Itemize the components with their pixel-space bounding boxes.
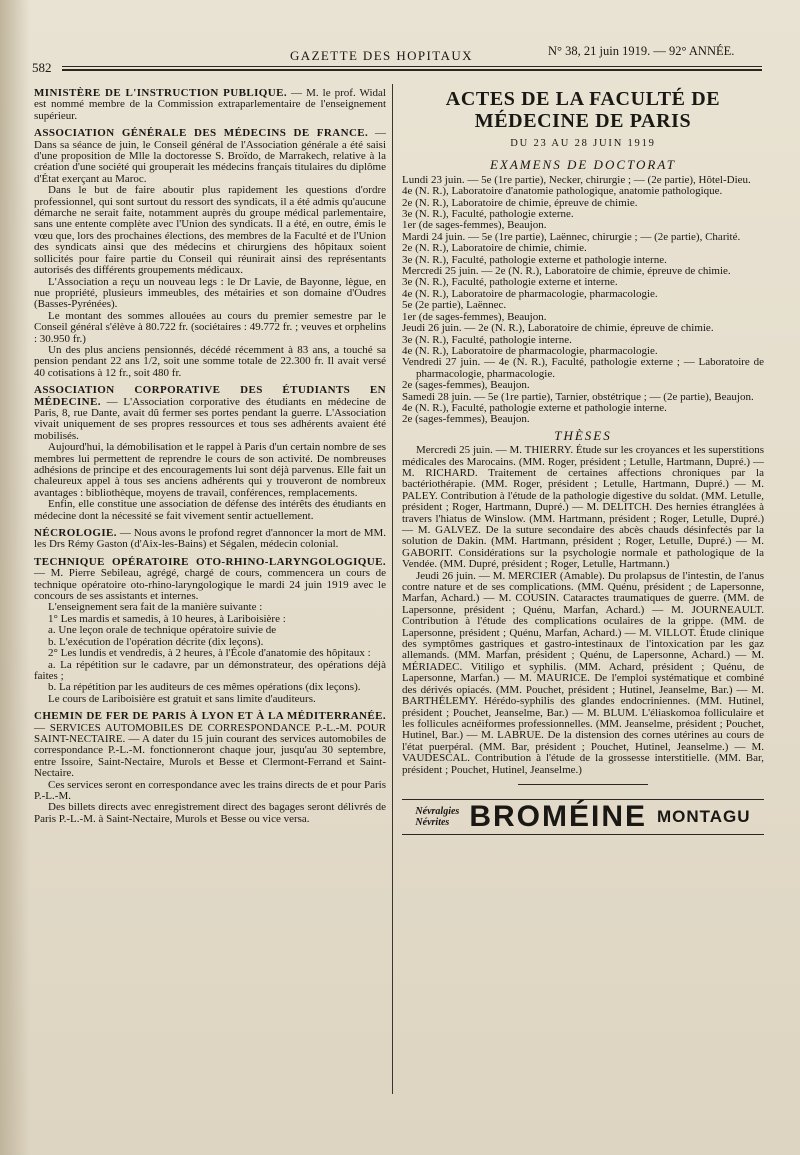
news-item — [34, 385, 386, 442]
news-paragraph — [34, 499, 386, 522]
news-text: Aujourd'hui, la démobilisation et le rappel à Paris d'un certain nombre de ses membres lui permettent de reprendre le cours de son activité. De nombreuses adhésions de principe et des encouragements lui sont déjà parvenus. Elle fait un chaleureux appel à tous ses anciens adhérents qui y trouveront de nombreux avantages : bibliothèque, moyens de travail, conférences, remplacements. — [34, 441, 386, 499]
exam-entry: 1er (de sages-femmes), Beaujon. — [402, 219, 547, 232]
news-heading: ASSOCIATION GÉNÉRALE DES MÉDECINS DE FRANCE. — [34, 127, 369, 140]
faculty-title: ACTES DE LA FACULTÉ DE MÉDECINE DE PARIS — [445, 88, 721, 132]
news-text: Ces services seront en correspondance avec les trains directs de et pour Paris P.-L.-M. — [34, 778, 386, 802]
exam-entry: Jeudi 26 juin. — 2e (N. R.), Laboratoire de chimie, épreuve de chimie. — [402, 322, 714, 335]
ad-lab: MONTAGU — [657, 807, 751, 827]
news-paragraph — [34, 780, 386, 803]
exam-entry: Mardi 24 juin. — 5e (1re partie), Laënnec, chirurgie ; — (2e partie), Charité. — [402, 230, 741, 243]
bromeine-advertisement — [402, 799, 764, 835]
news-heading: TECHNIQUE OPÉRATOIRE OTO-RHINO-LARYNGOLOGIQUE. — [34, 555, 386, 568]
news-item — [34, 711, 386, 779]
theses-heading: THÈSES — [554, 427, 612, 443]
page-number: 582 — [32, 60, 52, 75]
exams-heading: EXAMENS DE DOCTORAT — [489, 157, 677, 173]
news-text: — M. Pierre Sebileau, agrégé, chargé de cours, commencera un cours de technique opératoire oto-rhino-laryngologique le mardi 24 juin 1919 avec le concours de ses assistants et internes. — [34, 567, 386, 603]
exam-entry: 2e (N. R.), Laboratoire de chimie, chimie. — [402, 242, 587, 255]
exam-entry: 3e (N. R.), Faculté, pathologie externe et interne. — [402, 276, 618, 289]
exam-entry: 2e (sages-femmes), Beaujon. — [402, 413, 530, 426]
news-text: Dans le but de faire aboutir plus rapidement les questions d'ordre professionnel, qui sont surtout du ressort des syndicats, il a été admis qu'aucune démarche ne serait faite, notamment auprès du groupe médical parlementaire, sans une entente complète avec l'Union des syndicats. Il a été, en outre, émis le vœu que, lors des prochaines élections, des membres de la Faculté et de l'Union des syndicats ainsi que des médecins et chirurgiens des hôpitaux soient sollicités pour faire partie du Conseil qui réunirait ainsi des représentants autorisés des différents groupements médicaux. — [34, 184, 386, 277]
left-column — [34, 88, 386, 825]
news-text: Enfin, elle constitue une association de défense des intérêts des étudiants en médecine dont la nécessité se fait vivement sentir actuellement. — [34, 498, 386, 522]
news-item — [34, 528, 386, 551]
news-heading: NÉCROLOGIE. — [34, 527, 117, 540]
news-text: — Nous avons le profond regret d'annoncer la mort de MM. les Drs Rémy Gaston (d'Aix-les-Bains) et Ségalen, médecin colonial. — [34, 527, 386, 551]
news-text: — M. le prof. Widal est nommé membre de la Commission extraparlementaire de l'enseignement supérieur. — [34, 87, 386, 122]
news-paragraph — [34, 694, 386, 705]
exam-entry: 3e (N. R.), Faculté, pathologie interne. — [402, 333, 572, 346]
news-text: b. L'exécution de l'opération décrite (dix leçons). — [48, 635, 264, 648]
exam-entry: 3e (N. R.), Faculté, pathologie externe. — [402, 208, 574, 221]
right-column — [402, 88, 764, 835]
ad-line-nevralgies: Névralgies — [415, 805, 460, 817]
separator-rule — [518, 784, 648, 785]
exam-entry: 1er (de sages-femmes), Beaujon. — [402, 310, 547, 323]
exam-entry: Vendredi 27 juin. — 4e (N. R.), Faculté, pathologie externe ; — Laboratoire de pharmacologie, pharmacologie. — [402, 356, 764, 380]
news-item — [34, 88, 386, 122]
thesis-paragraph: Mercredi 25 juin. — M. THIERRY. Étude sur les croyances et les superstitions médicales des Marocains. (MM. Roger, président ; Letulle, Hartmann, Dupré.) — M. RICHARD. Traitement de certaines affections chroniques par la bactériothérapie. (MM. Roger, président ; Letulle, Hartmann, Dupré.) — M. PALEY. Contribution à l'étude de la pathologie digestive du soldat. (MM. Letulle, président ; Roger, Hartmann, Dupré.) — M. DELITCH. Des hernies étranglées à travers l'hiatus de Winslow. (MM. Hartmann, président ; Roger, Letulle, Dupré.) — M. GALVEZ. De la suture secondaire des abcès chauds désinfectés par la solution de Dakin. (MM. Hartmann, président ; Roger, Letulle, Dupré.) — M. GABORIT. Considérations sur la psychologie normale et pathologique de la Vendée. (MM. Dupré, président ; Roger, Letulle, Hartmann.) — [402, 444, 764, 571]
news-text: b. La répétition par les auditeurs de ces mêmes opérations (dix leçons). — [48, 681, 361, 694]
news-item — [34, 557, 386, 603]
exam-entry: 4e (N. R.), Laboratoire d'anatomie pathologique, anatomie pathologique. — [402, 185, 723, 198]
news-paragraph — [34, 802, 386, 825]
news-text: Le montant des sommes allouées au cours du premier semestre par le Conseil général s'élève à 80.722 fr. (sociétaires : 49.772 fr. ; veuves et orphelins : 30.950 fr.) — [34, 309, 386, 345]
theses-list — [402, 445, 764, 776]
news-paragraph — [34, 345, 386, 379]
ad-brand: BROMÉINE — [469, 800, 647, 834]
header-rule-thick — [62, 69, 762, 71]
news-text: — L'Association corporative des étudiants en médecine de Paris, 8, rue Dante, avait dû fermer ses portes pendant la guerre. L'Association vivait uniquement de ses propres ressources et tous ses adhérents avaient été mobilisés. — [34, 395, 386, 442]
news-text: 1° Les mardis et samedis, à 10 heures, à Lariboisière : — [48, 612, 286, 625]
news-paragraph — [34, 311, 386, 345]
news-paragraph — [34, 185, 386, 276]
news-text: a. Une leçon orale de technique opératoire suivie de — [48, 624, 277, 637]
exam-entry: Samedi 28 juin. — 5e (1re partie), Tarnier, obstétrique ; — (2e partie), Beaujon. — [402, 390, 754, 403]
news-text: 2° Les lundis et vendredis, à 2 heures, à l'École d'anatomie des hôpitaux : — [48, 647, 371, 660]
exam-entry: Lundi 23 juin. — 5e (1re partie), Necker, chirurgie ; — (2e partie), Hôtel-Dieu. — [402, 173, 751, 186]
exam-entry: 5e (2e partie), Laënnec. — [402, 299, 507, 312]
exam-entry: Mercredi 25 juin. — 2e (N. R.), Laboratoire de chimie, épreuve de chimie. — [402, 265, 731, 278]
header-rule — [62, 66, 762, 67]
ad-indications — [415, 806, 459, 828]
news-paragraph — [34, 660, 386, 683]
issue-line: N° 38, 21 juin 1919. — 92° ANNÉE. — [548, 44, 735, 58]
ad-line-nevrites: Névrites — [415, 816, 450, 828]
thesis-paragraph: Jeudi 26 juin. — M. MERCIER (Amable). Du prolapsus de l'intestin, de l'anus contre nature et de ses complications. (MM. Quénu, président ; de Lapersonne, Marfan, Achard.) — M. COUSIN. Cataractes traumatiques de guerre. (MM. de Lapersonne, président ; Quénu, Marfan, Achard.) — M. JOURNEAULT. Contribution à l'étude des complications oculaires de la grippe. (MM. de Lapersonne, président ; Quénu, Marfan, Achard.) — M. VILLOT. Étude clinique des symptômes gastriques et gastro-intestinaux de l'intoxication par les gaz allemands. (MM. Marfan, président ; Quénu, de Lapersonne, Achard.) — M. MÉRIADEC. Vitiligo et syphilis. (MM. Achard, président ; Quénu, de Lapersonne, Marfan.) — M. MAURICE. De l'emploi systématique et combiné des dérivés opiacés. (MM. Pouchet, président ; Hutinel, Jeanselme, Bar.) — M. BARTHÉLEMY. Hérédo-syphilis des glandes endocriniennes. (MM. Hutinel, président ; Pouchet, Jeanselme, Bar.) — M. BLUM. L'éliaskomoa folliculaire et les follicules acnéiformes professionnelles. (MM. Jeanselme, président ; Pouchet, Hutinel, Bar.) — M. LABRUE. De la distension des cornes utérines au cours de l'état puerpéral. (MM. Bar, président ; Pouchet, Hutinel, Jeanselme.) — M. VAUDESCAL. Contribution à l'étude de la grossesse interstitielle. (MM. Bar, président ; Pouchet, Hutinel, Jeanselme.) — [402, 569, 764, 776]
column-divider — [392, 84, 393, 1094]
news-heading: MINISTÈRE DE L'INSTRUCTION PUBLIQUE. — [34, 87, 287, 99]
news-text: a. La répétition sur le cadavre, par un démonstrateur, des opérations déjà faites ; — [34, 658, 386, 682]
news-heading: ASSOCIATION CORPORATIVE DES ÉTUDIANTS EN MÉDECINE. — [34, 384, 386, 408]
faculty-dates: DU 23 AU 28 JUIN 1919 — [510, 138, 656, 149]
news-text: Le cours de Lariboisière est gratuit et sans limite d'auditeurs. — [48, 692, 316, 705]
news-text: — SERVICES AUTOMOBILES DE CORRESPONDANCE P.-L.-M. POUR SAINT-NECTAIRE. — A dater du 15 juin courant des services automobiles de correspondance P.-L.-M. fonctionneront chaque jour, jusqu'au 30 septembre, entre Issoire, Saint-Nectaire, Murols et Besse et Clermont-Ferrand et Saint-Nectaire. — [34, 721, 386, 780]
exam-entry: 4e (N. R.), Faculté, pathologie externe et pathologie interne. — [402, 401, 667, 414]
exam-entry: 3e (N. R.), Faculté, pathologie externe et pathologie interne. — [402, 253, 667, 266]
exam-entry: 2e (sages-femmes), Beaujon. — [402, 379, 530, 392]
news-paragraph — [34, 277, 386, 311]
exams-list — [402, 175, 764, 426]
news-heading: CHEMIN DE FER DE PARIS À LYON ET À LA MÉDITERRANÉE. — [34, 710, 386, 723]
running-title: GAZETTE DES HOPITAUX — [290, 48, 473, 63]
exam-entry: 4e (N. R.), Laboratoire de pharmacologie, pharmacologie. — [402, 287, 658, 300]
news-text: L'enseignement sera fait de la manière suivante : — [48, 601, 263, 614]
news-text: L'Association a reçu un nouveau legs : le Dr Lavie, de Bayonne, lègue, en nue propriété, plusieurs immeubles, des métairies et son domaine d'Oudres (Basses-Pyrénées). — [34, 275, 386, 311]
news-paragraph — [34, 442, 386, 499]
news-text: — Dans sa séance de juin, le Conseil général de l'Association générale a été saisi d'une proposition de Mlle la doctoresse S. Broïdo, de Marrakech, relative à la création d'une société qui grouperait les médecins français titulaires du diplôme d'État exerçant au Maroc. — [34, 127, 387, 185]
exam-entry: 4e (N. R.), Laboratoire de pharmacologie, pharmacologie. — [402, 344, 658, 357]
news-text: Des billets directs avec enregistrement direct des bagages seront délivrés de Paris P.-L.-M. à Saint-Nectaire, Murols et Besse ou vice versa. — [34, 801, 386, 825]
news-item — [34, 128, 386, 185]
exam-entry: 2e (N. R.), Laboratoire de chimie, épreuve de chimie. — [402, 196, 638, 209]
news-text: Un des plus anciens pensionnés, décédé récemment à 83 ans, a touché sa pension pendant 22 ans 1/2, soit une somme totale de 22.300 fr. Il avait versé 40 cotisations à 12 fr., soit 480 fr. — [34, 343, 386, 379]
page-edge-shadow — [0, 0, 30, 1155]
